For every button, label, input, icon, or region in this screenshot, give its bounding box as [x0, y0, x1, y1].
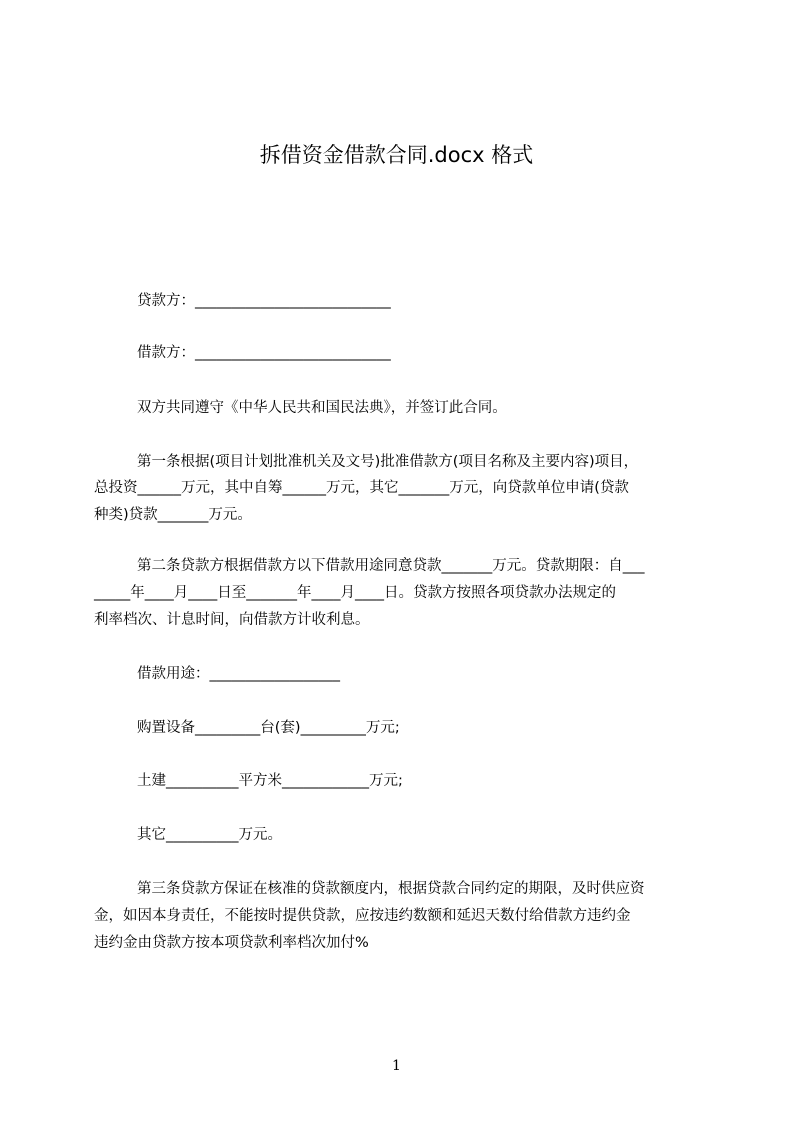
- article-one-line-2: 总投资______万元，其中自筹______万元，其它_______万元，向贷款单位申请(贷款: [94, 480, 629, 496]
- construction-line: 土建__________平方米____________万元;: [137, 773, 403, 789]
- article-two-line-3: 利率档次、计息时间，向借款方计收利息。: [94, 612, 370, 628]
- equipment-line: 购置设备_________台(套)_________万元;: [137, 720, 400, 736]
- lender-line: 贷款方：___________________________: [137, 293, 391, 309]
- article-three-line-1: 第三条贷款方保证在核准的贷款额度内，根据贷款合同约定的期限，及时供应资: [137, 881, 645, 897]
- page-number: 1: [392, 1058, 401, 1074]
- article-three-line-2: 金，如因本身责任，不能按时提供贷款，应按违约数额和延迟天数付给借款方违约金: [94, 908, 631, 924]
- article-one-line-3: 种类)贷款_______万元。: [94, 507, 252, 523]
- other-line: 其它__________万元。: [137, 827, 282, 843]
- document-title: 拆借资金借款合同.docx 格式: [259, 143, 534, 167]
- borrower-line: 借款方：___________________________: [137, 345, 391, 361]
- article-three-line-3: 违约金由贷款方按本项贷款利率档次加付%: [94, 935, 369, 951]
- agreement-clause: 双方共同遵守《中华人民共和国民法典》，并签订此合同。: [137, 400, 507, 416]
- article-two-line-2: _____年____月____日至_______年____月____日。贷款方按照各项贷款办法规定的: [94, 585, 616, 601]
- loan-purpose-line: 借款用途：__________________: [137, 666, 340, 682]
- article-two-line-1: 第二条贷款方根据借款方以下借款用途同意贷款_______万元。贷款期限：自___: [137, 558, 645, 574]
- article-one-line-1: 第一条根据(项目计划批准机关及文号)批准借款方(项目名称及主要内容)项目，: [137, 454, 639, 470]
